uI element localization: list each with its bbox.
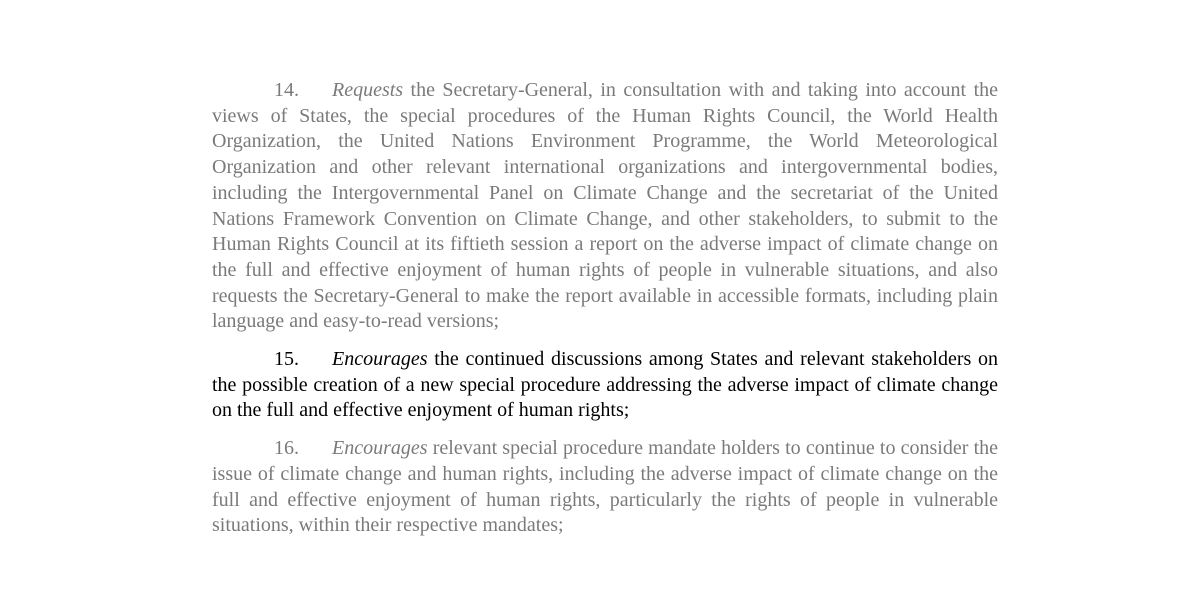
paragraph-text: relevant special procedure mandate holders to continue to consider the issue of climate change and human rights, including the adverse impact of climate change on the full and effective enjoyment of human rights, particularly the rights of people in vulnerable situations, within their respective mandates; [212,437,998,537]
operative-verb: Requests [332,79,404,101]
document-page [212,78,998,539]
operative-verb: Encourages [332,437,428,460]
paragraph-14 [212,78,998,335]
paragraph-text: the continued discussions among States and relevant stakeholders on the possible creation of a new special procedure addressing the adverse impact of climate change on the full and effective enjoyment of human rights; [212,348,998,422]
paragraph-16 [212,436,998,539]
paragraph-number: 15. [274,348,299,371]
paragraph-number: 14. [274,79,299,101]
paragraph-text: the Secretary-General, in consultation with and taking into account the views of States, the special procedures of the Human Rights Council, the World Health Organization, the United Nations Environment Programme, the World Meteorological Organization and other relevant international organizations and intergovernmental bodies, including the Intergovernmental Panel on Climate Change and the secretariat of the United Nations Framework Convention on Climate Change, and other stakeholders, to submit to the Human Rights Council at its fiftieth session a report on the adverse impact of climate change on the full and effective enjoyment of human rights of people in vulnerable situations, and also requests the Secretary-General to make the report available in accessible formats, including plain language and easy-to-read versions; [212,79,998,333]
paragraph-15 [212,347,998,424]
operative-verb: Encourages [332,348,428,371]
paragraph-number: 16. [274,437,299,460]
